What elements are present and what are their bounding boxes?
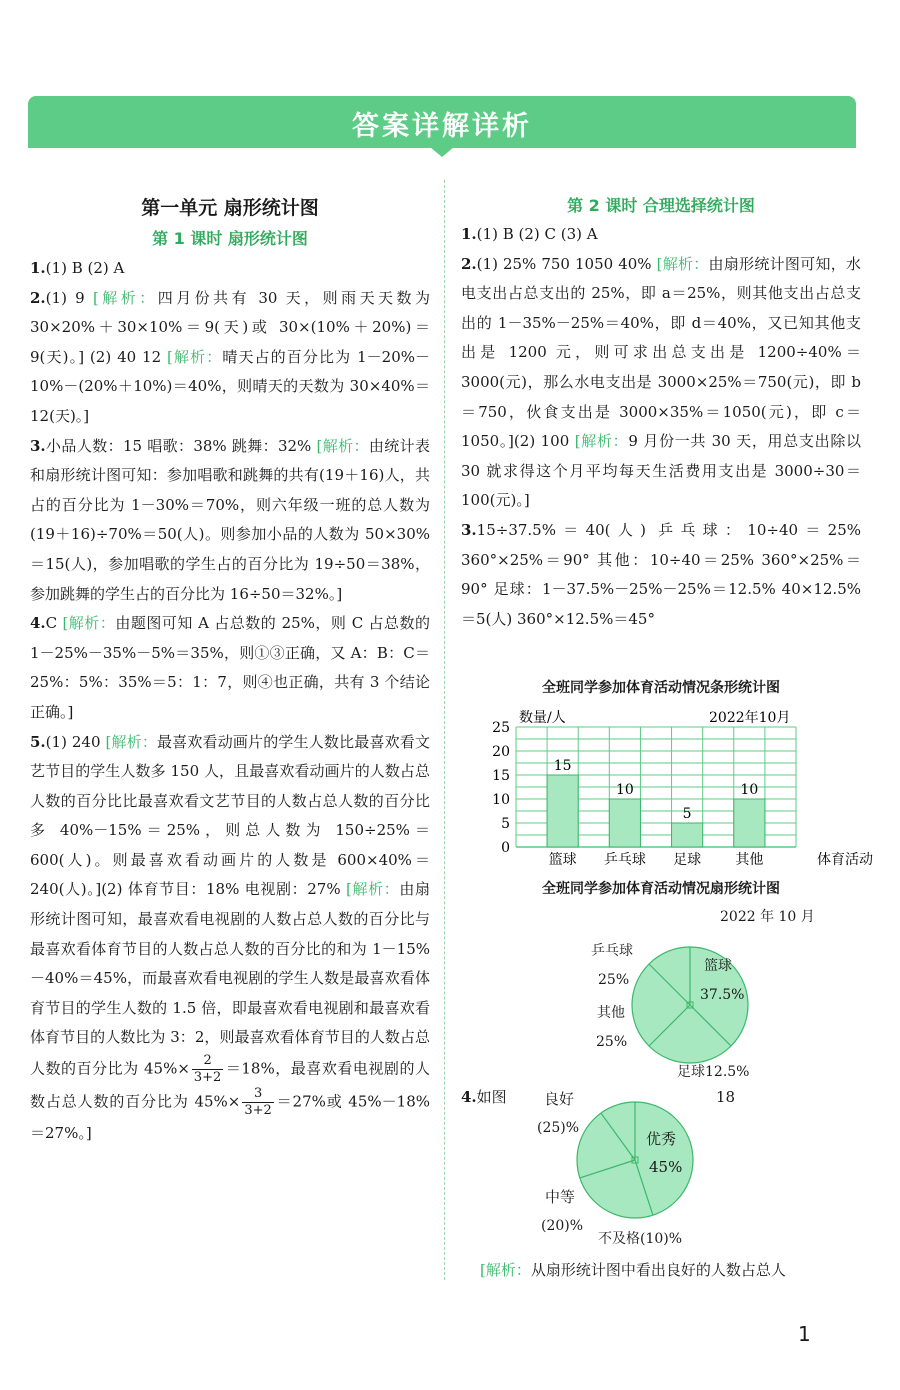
pie-chart-title: 全班同学参加体育活动情况扇形统计图 (542, 881, 780, 897)
lesson-1-title: 第 1 课时 扇形统计图 (152, 229, 308, 248)
bar-ytick-label: 5 (501, 816, 510, 832)
unit-title: 第一单元 扇形统计图 (141, 197, 319, 219)
analysis-text: 四月份共有 30 天，则雨天天数为 30×20%＋30×10%＝9(天)或 30×(10%＋20%)＝9(天)。] (2) 40 12 (30, 288, 431, 366)
analysis-text: 从扇形统计图中看出良好的人数占总人 (530, 1261, 786, 1279)
answer-text: (2) 体育节目：18% 电视剧：27% (101, 880, 346, 899)
q4-label-good: 良好 (544, 1090, 575, 1108)
bar-category-label: 足球 (673, 852, 702, 868)
bar (547, 775, 578, 847)
analysis-tag: [解析： (316, 436, 369, 455)
bar (609, 799, 640, 847)
q-num: 1. (30, 259, 46, 277)
analysis-text: 最喜欢看动画片的学生人数比最喜欢看文艺节目的学生人数多 150 人，且最喜欢看动画片的人数占总人数的百分比比最喜欢看文艺节目的人数占总人数的百分比多 40%－15%＝25%，则总人数为 150÷25%＝600(人)。则最喜欢看动画片的人数是 600×40%＝240(人)。] (30, 732, 430, 899)
q4-label-excellent-pct: 45% (649, 1158, 683, 1176)
analysis-text: 晴天占的百分比为 1－20%－10%－(20%＋10%)＝40%，则晴天的天数为 30×40%＝12(天)。] (30, 347, 431, 425)
right-column (461, 192, 861, 634)
analysis-text: 由扇形统计图可知，最喜欢看电视剧的人数占总人数的百分比与最喜欢看体育节目的人数占总人数的百分比的和为 1－15%－40%＝45%，而最喜欢看电视剧的学生人数是最喜欢看体育节目的学生人数的 1.5 倍，即最喜欢看电视剧和最喜欢看体育节目的人数比为 3：2，则最喜欢看体育节目的人数占总人数的百分比为 45%× (30, 880, 430, 1078)
answer-r1 (461, 220, 861, 250)
bar-category-label: 篮球 (548, 852, 577, 868)
analysis-text: 9 月份一共 30 天，用总支出除以 30 就求得这个月平均每天生活费用支出是 3000÷30＝100(元)。] (461, 432, 862, 510)
column-divider (444, 180, 445, 1280)
analysis-tag: [解析： (656, 254, 709, 273)
answer-text: 小品人数：15 唱歌：38% 跳舞：32% (45, 436, 317, 455)
bar-ytick-label: 20 (492, 744, 510, 760)
q-num: 2. (30, 288, 46, 307)
answer-text: (1) 9 (45, 288, 93, 307)
page-number: 1 (798, 1322, 811, 1346)
q4-label-good-pct: (25)% (537, 1120, 580, 1136)
bar-category-label: 乒乓球 (603, 852, 646, 868)
analysis-text: ＝18%，最喜欢看电视剧的人数占总人数的百分比为 45%× (30, 1059, 430, 1111)
answer-l5 (30, 728, 430, 1149)
pie1-label-pingpong: 乒乓球 (591, 943, 633, 959)
q4-label-medium: 中等 (545, 1188, 576, 1206)
banner-title: 答案详解详析 (352, 111, 532, 142)
bar-ytick-label: 0 (501, 840, 510, 856)
pie1-label-other-pct: 25% (596, 1034, 628, 1050)
q-num: 3. (461, 520, 477, 539)
analysis-text: 由扇形统计图可知，水电支出占总支出的 25%，即 a＝25%，则其他支出占总支出的 1－35%－25%＝40%，即 d＝40%，又已知其他支出是 1200 元，则可求出总支出是 1200÷40%＝3000(元)，那么水电支出是 3000×25%＝750(元)，即 b＝750，伙食支出是 3000×35%＝1050(元)，即 c＝1050。] (461, 254, 861, 451)
answer-text: (1) 25% 750 1050 40% (476, 254, 657, 273)
bar-chart-title: 全班同学参加体育活动情况条形统计图 (542, 680, 780, 696)
answer-r3 (461, 516, 861, 634)
banner-notch (430, 147, 454, 157)
pie1-label-basketball-pct: 37.5% (700, 987, 745, 1003)
answer-r2 (461, 250, 861, 516)
lesson-2-title: 第 2 课时 合理选择统计图 (567, 196, 755, 215)
pie1-label-other: 其他 (597, 1005, 625, 1021)
answer-l2 (30, 284, 430, 432)
answer-text: (1) B (2) A (45, 259, 125, 277)
bar-date: 2022年10月 (709, 710, 791, 726)
pie-chart-date: 2022 年 10 月 (720, 909, 815, 925)
q4-line (461, 1086, 507, 1107)
pie1-label-football: 足球12.5% (677, 1064, 750, 1080)
bar-value-label: 5 (682, 806, 692, 822)
q4-count: 18 (716, 1088, 736, 1106)
fraction-denominator: 3+2 (193, 1070, 222, 1086)
answer-text: 如图 (476, 1088, 507, 1106)
q4-label-medium-pct: (20)% (541, 1218, 584, 1234)
answer-l3 (30, 432, 430, 610)
analysis-text: 由统计表和扇形统计图可知：参加唱歌和跳舞的共有(19＋16)人，共占的百分比为 1－30%＝70%，则六年级一班的总人数为(19＋16)÷70%＝50(人)。则参加小品的人数为 50×30%＝15(人)，参加唱歌的学生占的百分比为 19÷50＝38%，参加跳舞的学生占的百分比为 16÷50＝32%。] (30, 436, 431, 603)
answer-l1 (30, 254, 430, 284)
pie1-label-basketball: 篮球 (704, 958, 732, 974)
bar-ylabel: 数量/人 (519, 710, 566, 726)
fraction-numerator: 2 (192, 1053, 223, 1070)
q-num: 2. (461, 254, 477, 273)
bar-value-label: 10 (615, 782, 634, 798)
analysis-tag: [解析： (574, 432, 629, 451)
analysis-text: 由题图可知 A 占总数的 25%，则 C 占总数的 1－25%－35%－5%＝35%，则①③正确，又 A：B：C＝25%：5%：35%＝5：1：7，则④也正确，共有 3 个结论正确。] (30, 614, 430, 721)
q-num: 1. (461, 225, 477, 243)
fraction-denominator: 3+2 (244, 1103, 272, 1119)
bar (672, 823, 703, 847)
analysis-tag: [解析： (62, 614, 116, 633)
q-num: 5. (30, 732, 46, 751)
bar-xlabel: 体育活动 (817, 852, 873, 868)
answer-text: 15÷37.5%＝40(人) 乒乓球：10÷40＝25% 360°×25%＝90° 其他：10÷40＝25% 360°×25%＝90° 足球：1－37.5%－25%－25%＝12.5% 40×12.5%＝5(人) 360°×12.5%＝45° (461, 520, 861, 628)
fraction-numerator: 3 (242, 1086, 273, 1103)
answer-text: (1) 240 (45, 732, 106, 751)
bar-category-label: 其他 (735, 852, 764, 868)
pie1-label-pingpong-pct: 25% (598, 972, 630, 988)
pie-chart-grades (560, 1096, 720, 1226)
q4-label-fail: 不及格(10)% (598, 1231, 683, 1247)
fraction (192, 1053, 223, 1086)
q-num: 3. (30, 436, 46, 455)
answer-banner (28, 96, 856, 148)
bar-chart (461, 700, 873, 875)
analysis-tag: [解析： (167, 347, 223, 366)
answer-l4 (30, 609, 430, 727)
bar (734, 799, 765, 847)
q4-analysis (480, 1258, 786, 1282)
left-column (30, 192, 430, 1149)
analysis-tag: [解析： (92, 288, 158, 307)
q-num: 4. (461, 1088, 477, 1106)
answer-text: (1) B (2) C (3) A (476, 225, 598, 243)
analysis-text: ＝27%或 45%－18%＝27%。] (30, 1092, 430, 1143)
analysis-tag: [解析： (345, 880, 400, 899)
answer-text: (2) 100 (513, 432, 575, 451)
analysis-tag: [解析： (480, 1261, 531, 1279)
analysis-tag: [解析： (105, 732, 157, 751)
answer-text: C (45, 614, 63, 633)
fraction (242, 1086, 273, 1119)
bar-value-label: 10 (740, 782, 759, 798)
bar-value-label: 15 (553, 758, 572, 774)
bar-ytick-label: 15 (492, 768, 510, 784)
q4-label-excellent: 优秀 (646, 1130, 677, 1148)
q-num: 4. (30, 614, 46, 633)
bar-ytick-label: 10 (492, 792, 510, 808)
bar-ytick-label: 25 (492, 720, 510, 736)
